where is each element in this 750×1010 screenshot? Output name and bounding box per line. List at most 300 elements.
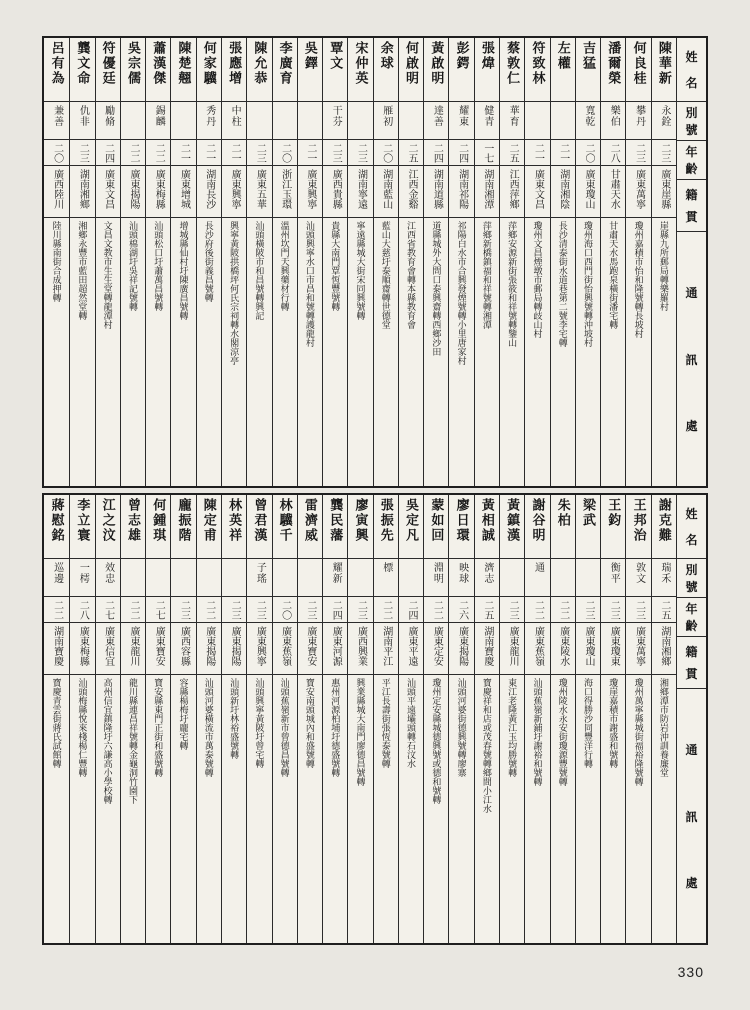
entry-address: 海口得勝沙同豐洋行轉 xyxy=(583,678,594,768)
entry-alias: 耀東 xyxy=(456,105,468,127)
entry-name-cell xyxy=(600,495,625,559)
roster-entry xyxy=(322,38,347,486)
entry-name-cell xyxy=(398,495,423,559)
entry-address-cell xyxy=(550,675,575,943)
entry-address-cell xyxy=(499,675,524,943)
entry-alias-cell xyxy=(196,102,221,140)
entry-name-cell xyxy=(272,38,297,102)
entry-origin-cell xyxy=(398,166,423,218)
entry-address: 汕頭梅縣悅來棧楊仁豐轉 xyxy=(77,678,88,777)
entry-age: 二四 xyxy=(406,600,418,620)
entry-origin: 廣西貴縣 xyxy=(330,169,342,209)
entry-address: 萍鄉安源新街張筱和祥號轉鑒山 xyxy=(507,221,518,347)
entry-name: 李廣育 xyxy=(277,41,293,86)
entry-alias-cell xyxy=(625,102,650,140)
entry-name-cell xyxy=(651,38,676,102)
entry-origin-cell xyxy=(550,166,575,218)
entry-origin-cell xyxy=(246,166,271,218)
row-header-alias xyxy=(676,559,706,598)
entry-name-cell xyxy=(524,495,549,559)
entry-origin: 廣東揭陽 xyxy=(456,626,468,666)
row-header-char: 齡 xyxy=(685,162,698,176)
entry-address: 萍鄉新橋鎮福和祥號轉湘潭 xyxy=(481,221,492,329)
entry-age: 二四 xyxy=(431,143,443,163)
entry-alias-cell xyxy=(448,102,473,140)
entry-address: 寶安南頭城內和盛號轉 xyxy=(304,678,315,768)
row-header-char: 別 xyxy=(685,563,698,577)
entry-alias-cell xyxy=(398,102,423,140)
entry-name: 何鍾琪 xyxy=(151,498,167,543)
entry-origin-cell xyxy=(423,623,448,675)
entry-age: 二三 xyxy=(658,143,670,163)
entry-name-cell xyxy=(196,495,221,559)
entry-origin-cell xyxy=(499,166,524,218)
entry-origin: 廣東興寧 xyxy=(229,169,241,209)
entry-address-cell xyxy=(448,218,473,486)
roster-table-lower xyxy=(42,493,708,945)
entry-address: 瓊州定安縣城德興號或德和號轉 xyxy=(431,678,442,804)
entry-origin: 湖南湘鄉 xyxy=(658,626,670,666)
entry-address: 汕頭橫陂市和昌號轉興記 xyxy=(254,221,265,320)
entry-age: 二三 xyxy=(330,143,342,163)
entry-origin-cell xyxy=(347,166,372,218)
entry-name-cell xyxy=(373,495,398,559)
entry-address-cell xyxy=(448,675,473,943)
entry-origin-cell xyxy=(575,166,600,218)
roster-entry xyxy=(246,38,271,486)
entry-alias-cell xyxy=(272,559,297,597)
entry-alias-cell xyxy=(95,102,120,140)
entry-age-cell xyxy=(625,597,650,623)
roster-entry xyxy=(170,38,195,486)
entry-age-cell xyxy=(221,140,246,166)
roster-entry xyxy=(373,495,398,943)
entry-address: 汕頭河婆橫流市萬泰號轉 xyxy=(203,678,214,777)
entry-name-cell xyxy=(575,495,600,559)
entry-origin-cell xyxy=(69,166,94,218)
entry-address-cell xyxy=(398,218,423,486)
row-header-name xyxy=(676,38,706,102)
entry-origin: 湖南湘鄉 xyxy=(77,169,89,209)
entry-address: 汕頭蕉嶺新鋪圩謝裕和號轉 xyxy=(532,678,543,786)
entry-age-cell xyxy=(145,140,170,166)
entry-alias-cell xyxy=(322,102,347,140)
roster-entry xyxy=(474,38,499,486)
entry-name: 張振先 xyxy=(378,498,394,543)
entry-age-cell xyxy=(272,597,297,623)
entry-name-cell xyxy=(373,38,398,102)
entry-origin-cell xyxy=(474,623,499,675)
entry-address: 陸川縣南街合成押轉 xyxy=(51,221,62,302)
entry-alias: 雁初 xyxy=(380,105,392,127)
row-header-char: 處 xyxy=(685,419,698,434)
roster-entry xyxy=(625,38,650,486)
entry-name-cell xyxy=(448,38,473,102)
entry-origin: 江西金谿 xyxy=(406,169,418,209)
entry-name: 李立寰 xyxy=(75,498,91,543)
entry-address-cell xyxy=(347,675,372,943)
entry-alias: 仇非 xyxy=(77,105,89,127)
entry-alias-cell xyxy=(651,102,676,140)
entry-address-cell xyxy=(347,218,372,486)
entry-name-cell xyxy=(423,38,448,102)
entry-address-cell xyxy=(373,675,398,943)
entry-origin-cell xyxy=(170,623,195,675)
entry-origin: 廣東梅縣 xyxy=(77,626,89,666)
entry-origin-cell xyxy=(196,166,221,218)
entry-origin-cell xyxy=(322,166,347,218)
entry-origin: 廣東蕉嶺 xyxy=(532,626,544,666)
entry-alias-cell xyxy=(474,559,499,597)
entry-address: 龍川縣連昌祥號轉金龜洞竹園下 xyxy=(127,678,138,804)
entry-address-cell xyxy=(297,675,322,943)
entry-name-cell xyxy=(44,38,69,102)
entry-age: 二三 xyxy=(254,143,266,163)
roster-table-upper xyxy=(42,36,708,488)
entry-age: 二三 xyxy=(254,600,266,620)
entry-age: 二一 xyxy=(229,143,241,163)
entry-age: 二二 xyxy=(127,143,139,163)
entry-name: 符致林 xyxy=(530,41,546,86)
entry-name-cell xyxy=(550,38,575,102)
row-header-column xyxy=(676,38,706,486)
entry-address-cell xyxy=(575,675,600,943)
entry-age: 二二 xyxy=(203,600,215,620)
entry-age-cell xyxy=(95,597,120,623)
entry-age-cell xyxy=(272,140,297,166)
entry-origin-cell xyxy=(69,623,94,675)
entry-origin-cell xyxy=(95,623,120,675)
entry-origin-cell xyxy=(600,166,625,218)
entry-alias: 干芬 xyxy=(330,105,342,127)
entry-name: 左權 xyxy=(555,41,571,71)
entry-address: 汕頭棉湖圩吳祥記號轉 xyxy=(127,221,138,311)
entry-address-cell xyxy=(474,218,499,486)
entry-origin: 湖南藍山 xyxy=(380,169,392,209)
entry-address: 汕頭河婆街德興號轉廖寨 xyxy=(456,678,467,777)
entry-address-cell xyxy=(600,675,625,943)
entry-age: 二五 xyxy=(507,143,519,163)
entry-origin-cell xyxy=(170,166,195,218)
entry-name-cell xyxy=(423,495,448,559)
entry-name-cell xyxy=(246,38,271,102)
roster-entry xyxy=(196,495,221,943)
entry-alias-cell xyxy=(272,102,297,140)
entry-age: 二八 xyxy=(608,143,620,163)
entry-alias-cell xyxy=(297,559,322,597)
entry-alias-cell xyxy=(221,102,246,140)
entry-name: 王邦治 xyxy=(631,498,647,543)
entry-origin: 廣東文昌 xyxy=(102,169,114,209)
entry-origin-cell xyxy=(499,623,524,675)
entry-alias-cell xyxy=(499,102,524,140)
entry-origin: 湖南道縣 xyxy=(431,169,443,209)
roster-entry xyxy=(145,495,170,943)
entry-alias: 華育 xyxy=(507,105,519,127)
entry-name: 曾志雄 xyxy=(125,498,141,543)
entry-address: 汕頭新圩林裕盛號轉 xyxy=(229,678,240,759)
entry-origin: 廣東寶安 xyxy=(304,626,316,666)
roster-entry xyxy=(347,38,372,486)
roster-entry xyxy=(423,38,448,486)
entry-origin-cell xyxy=(120,166,145,218)
roster-entry xyxy=(398,495,423,943)
entry-name-cell xyxy=(322,495,347,559)
entry-age-cell xyxy=(499,597,524,623)
entry-origin: 廣東龍川 xyxy=(127,626,139,666)
entry-address: 興業縣城大南門廖德昌號轉 xyxy=(355,678,366,786)
entry-address-cell xyxy=(600,218,625,486)
entry-address-cell xyxy=(95,218,120,486)
entry-origin: 廣東興寧 xyxy=(304,169,316,209)
roster-entry xyxy=(347,495,372,943)
entry-age: 二一 xyxy=(532,143,544,163)
entry-age-cell xyxy=(550,597,575,623)
entry-alias-cell xyxy=(600,102,625,140)
entry-origin: 廣東梅縣 xyxy=(153,169,165,209)
roster-entry xyxy=(651,38,676,486)
entry-origin: 廣東龍川 xyxy=(507,626,519,666)
entry-age-cell xyxy=(69,140,94,166)
entry-alias: 樂伯 xyxy=(608,105,620,127)
entry-name-cell xyxy=(44,495,69,559)
entry-alias: 永銓 xyxy=(658,105,670,127)
entry-alias: 健青 xyxy=(481,105,493,127)
roster-entry xyxy=(272,495,297,943)
entry-alias: 瑞禾 xyxy=(658,562,670,584)
entry-age-cell xyxy=(44,597,69,623)
entry-name: 符優廷 xyxy=(100,41,116,86)
entry-name-cell xyxy=(524,38,549,102)
entry-age-cell xyxy=(322,140,347,166)
entry-address-cell xyxy=(322,675,347,943)
entry-alias-cell xyxy=(600,559,625,597)
entry-name: 余球 xyxy=(378,41,394,71)
roster-entry xyxy=(651,495,676,943)
entry-origin: 湖南湘潭 xyxy=(481,169,493,209)
entry-name: 何家驥 xyxy=(201,41,217,86)
entry-address-cell xyxy=(423,218,448,486)
entry-address-cell xyxy=(95,675,120,943)
entry-origin: 湖南寶慶 xyxy=(481,626,493,666)
entry-alias-cell xyxy=(423,102,448,140)
entry-name-cell xyxy=(95,38,120,102)
entry-origin-cell xyxy=(297,623,322,675)
entry-age: 二二 xyxy=(532,600,544,620)
entry-name-cell xyxy=(600,38,625,102)
entry-alias-cell xyxy=(145,102,170,140)
entry-alias: 通 xyxy=(532,562,544,573)
roster-entry xyxy=(145,38,170,486)
entry-name-cell xyxy=(398,38,423,102)
entry-origin-cell xyxy=(550,623,575,675)
row-header-char: 號 xyxy=(685,123,698,137)
entry-name-cell xyxy=(120,38,145,102)
entry-age: 二四 xyxy=(330,600,342,620)
entry-age-cell xyxy=(499,140,524,166)
entry-address-cell xyxy=(196,218,221,486)
entry-address: 瓊州文昌煙墩市郵局轉歧山村 xyxy=(532,221,543,338)
entry-name: 梁武 xyxy=(581,498,597,528)
entry-address-cell xyxy=(625,675,650,943)
entry-origin-cell xyxy=(373,166,398,218)
entry-origin: 廣東揭陽 xyxy=(203,626,215,666)
entry-name: 覃文 xyxy=(328,41,344,71)
entry-name-cell xyxy=(499,38,524,102)
entry-origin: 廣東蕉嶺 xyxy=(279,626,291,666)
entry-origin-cell xyxy=(600,623,625,675)
entry-origin-cell xyxy=(44,166,69,218)
entry-alias-cell xyxy=(524,102,549,140)
entry-age-cell xyxy=(651,140,676,166)
entry-age-cell xyxy=(44,140,69,166)
entry-origin: 廣東揭陽 xyxy=(229,626,241,666)
entry-origin: 廣東瓊東 xyxy=(608,626,620,666)
entry-origin-cell xyxy=(196,623,221,675)
roster-entry xyxy=(550,495,575,943)
entry-name-cell xyxy=(651,495,676,559)
entry-age: 二二 xyxy=(153,143,165,163)
entry-age: 二三 xyxy=(507,600,519,620)
entry-origin-cell xyxy=(625,166,650,218)
entry-address-cell xyxy=(373,218,398,486)
roster-entry xyxy=(221,38,246,486)
entry-address-cell xyxy=(69,675,94,943)
entry-age-cell xyxy=(448,597,473,623)
entry-alias: 一樗 xyxy=(77,562,89,584)
entry-age: 二〇 xyxy=(51,143,63,163)
page-number: 330 xyxy=(677,964,704,980)
entry-address-cell xyxy=(322,218,347,486)
roster-entry xyxy=(322,495,347,943)
entry-origin: 廣東萬寧 xyxy=(633,626,645,666)
entry-name-cell xyxy=(120,495,145,559)
entry-alias-cell xyxy=(44,559,69,597)
entry-alias-cell xyxy=(373,102,398,140)
entry-age-cell xyxy=(297,140,322,166)
entry-origin: 湖南湘陰 xyxy=(557,169,569,209)
entry-origin-cell xyxy=(120,623,145,675)
entry-address: 道縣城外大問口泰興齋轉西鄉沙田 xyxy=(431,221,442,356)
entry-origin: 廣東崖縣 xyxy=(658,169,670,209)
entry-origin-cell xyxy=(651,166,676,218)
entry-address-cell xyxy=(524,675,549,943)
entry-origin-cell xyxy=(145,623,170,675)
roster-entry xyxy=(272,38,297,486)
entry-age-cell xyxy=(196,140,221,166)
entry-name-cell xyxy=(145,495,170,559)
roster-entry xyxy=(398,38,423,486)
roster-entry xyxy=(44,495,69,943)
entry-age: 二二 xyxy=(431,600,443,620)
entry-age-cell xyxy=(448,140,473,166)
entry-name: 王鈞 xyxy=(606,498,622,528)
roster-entry xyxy=(44,38,69,486)
entry-name-cell xyxy=(550,495,575,559)
entry-age-cell xyxy=(474,597,499,623)
row-header-origin xyxy=(676,637,706,689)
entry-name-cell xyxy=(448,495,473,559)
roster-entry xyxy=(196,38,221,486)
entry-alias-cell xyxy=(69,559,94,597)
entry-age-cell xyxy=(246,597,271,623)
entry-origin-cell xyxy=(625,623,650,675)
entry-origin: 浙江玉環 xyxy=(279,169,291,209)
row-header-char: 年 xyxy=(685,602,698,616)
entry-address-cell xyxy=(423,675,448,943)
roster-entry xyxy=(170,495,195,943)
entry-address: 興寧黃陂拱橋坪何氏宗祠轉水閣涼亭 xyxy=(229,221,240,365)
entry-address: 汕頭松口圩蕭萬昌號轉 xyxy=(153,221,164,311)
entry-address: 江西省教育會轉本縣教育會 xyxy=(406,221,417,329)
row-header-char: 年 xyxy=(685,145,698,159)
entry-address: 湘鄉永豐市藍田超然堂轉 xyxy=(77,221,88,320)
entry-age-cell xyxy=(347,140,372,166)
entry-name: 彭鍔 xyxy=(454,41,470,71)
entry-age-cell xyxy=(423,597,448,623)
entry-age: 二一 xyxy=(203,143,215,163)
row-header-char: 訊 xyxy=(685,352,698,367)
row-header-char: 貫 xyxy=(685,666,698,681)
entry-alias-cell xyxy=(120,102,145,140)
entry-age-cell xyxy=(221,597,246,623)
entry-origin: 湖南平江 xyxy=(380,626,392,666)
entry-address: 長沙府後街義昌號轉 xyxy=(203,221,214,302)
entry-origin: 廣東瓊山 xyxy=(583,169,595,209)
entry-name-cell xyxy=(246,495,271,559)
entry-origin: 廣東陵水 xyxy=(557,626,569,666)
entry-alias-cell xyxy=(322,559,347,597)
entry-address-cell xyxy=(170,675,195,943)
row-header-name xyxy=(676,495,706,559)
entry-name: 吳鐸 xyxy=(302,41,318,71)
entry-age: 二〇 xyxy=(279,600,291,620)
entry-origin: 甘肅天水 xyxy=(608,169,620,209)
entry-age-cell xyxy=(600,140,625,166)
entry-age-cell xyxy=(347,597,372,623)
entry-alias: 錫麟 xyxy=(153,105,165,127)
entry-address-cell xyxy=(246,675,271,943)
entry-address: 寶慶青雲街蔣氏試館轉 xyxy=(51,678,62,768)
roster-entry xyxy=(297,495,322,943)
entry-name-cell xyxy=(145,38,170,102)
entry-address-cell xyxy=(221,218,246,486)
entry-alias-cell xyxy=(170,559,195,597)
entry-alias-cell xyxy=(44,102,69,140)
entry-alias-cell xyxy=(398,559,423,597)
entry-age: 二二 xyxy=(557,600,569,620)
entry-name-cell xyxy=(170,38,195,102)
entry-name: 蔡敦仁 xyxy=(505,41,521,86)
entry-age: 二四 xyxy=(456,143,468,163)
entry-origin: 廣東文昌 xyxy=(532,169,544,209)
entry-age: 一七 xyxy=(481,143,493,163)
entry-alias-cell xyxy=(651,559,676,597)
entry-age: 二五 xyxy=(481,600,493,620)
entry-name: 曾君漢 xyxy=(252,498,268,543)
entry-age: 二七 xyxy=(102,600,114,620)
entry-origin-cell xyxy=(474,166,499,218)
entry-address: 貴縣大南門覃恆豐號轉 xyxy=(330,221,341,311)
row-header-char: 通 xyxy=(685,742,698,757)
entry-name-cell xyxy=(499,495,524,559)
roster-entry xyxy=(69,38,94,486)
roster-entry xyxy=(625,495,650,943)
row-header-age xyxy=(676,598,706,637)
row-header-char: 齡 xyxy=(685,619,698,633)
entry-address: 汕頭平遠壩頭轉石汶水 xyxy=(406,678,417,768)
entry-address-cell xyxy=(272,218,297,486)
